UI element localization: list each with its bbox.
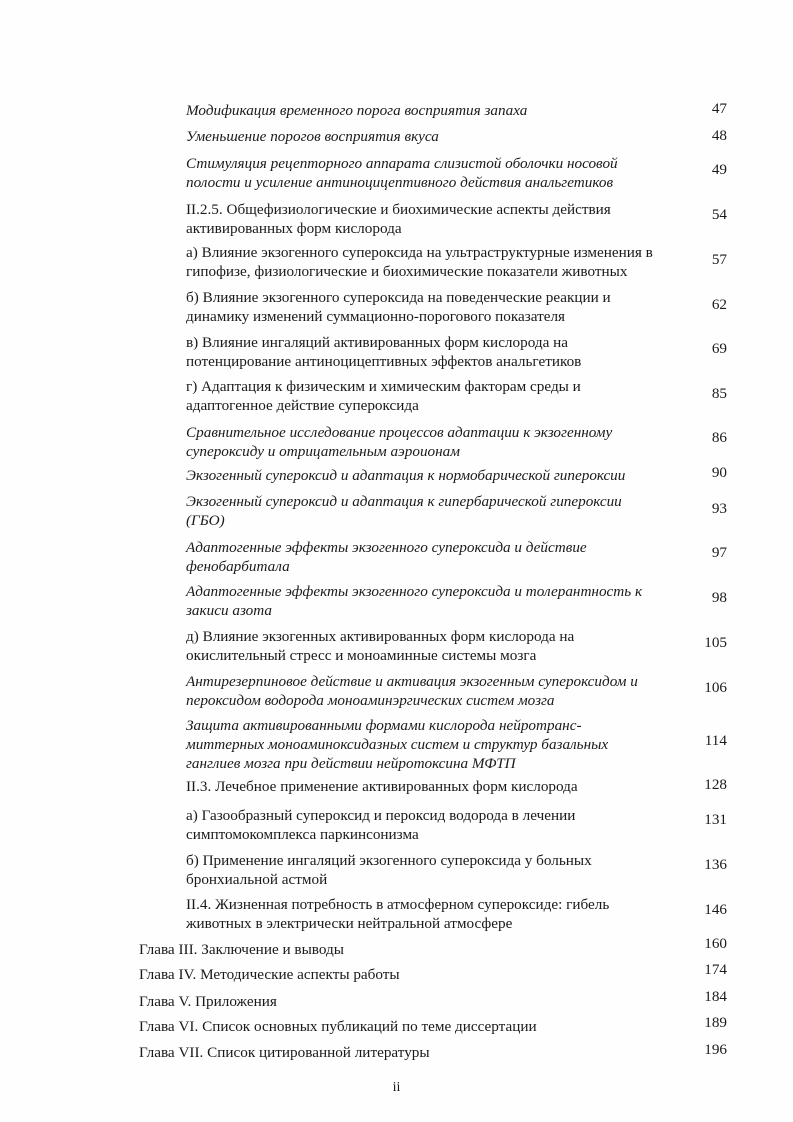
toc-entry-page: 49: [711, 161, 727, 178]
toc-entry-line: гипофизе, физиологические и биохимические показатели животных: [186, 263, 628, 280]
toc-entry-page: 131: [704, 811, 727, 828]
toc-entry-line: животных в электрически нейтральной атмосфере: [186, 915, 513, 932]
toc-entry-line: II.2.5. Общефизиологические и биохимические аспекты действия: [186, 201, 611, 218]
toc-entry-page: 114: [704, 732, 727, 749]
toc-entry-page: 106: [704, 679, 727, 696]
toc-entry-line: (ГБО): [186, 512, 225, 529]
toc-entry-line: д) Влияние экзогенных активированных форм кислорода на: [186, 628, 575, 645]
toc-entry-line: симптомокомплекса паркинсонизма: [186, 826, 419, 843]
toc-entry-line: ганглиев мозга при действии нейротоксина МФТП: [186, 755, 516, 772]
toc-entry-title: [186, 377, 581, 415]
toc-entry-title: [186, 716, 608, 773]
toc-entry-page: 62: [711, 296, 727, 313]
toc-entry-title: [139, 965, 400, 984]
toc-entry-line: Модификация временного порога восприятия запаха: [186, 102, 528, 119]
toc-entry-title: [186, 466, 625, 485]
toc-entry-line: Глава VII. Список цитированной литературы: [139, 1044, 430, 1061]
toc-entry-line: динамику изменений суммационно-порогового показателя: [186, 308, 566, 325]
toc-entry-title: [139, 992, 277, 1011]
toc-entry-title: [186, 582, 642, 620]
toc-entry-line: Адаптогенные эффекты экзогенного супероксида и толерантность к: [186, 583, 643, 600]
toc-entry-line: пероксидом водорода моноаминэргических систем мозга: [186, 692, 555, 709]
toc-entry-page: 85: [711, 385, 727, 402]
toc-entry-title: [186, 851, 592, 889]
toc-entry-page: 57: [711, 251, 727, 268]
toc-entry-line: бронхиальной астмой: [186, 871, 328, 888]
toc-entry-page: 98: [711, 589, 727, 606]
page-number: ii: [392, 1080, 401, 1095]
toc-entry-line: II.3. Лечебное применение активированных форм кислорода: [186, 778, 578, 795]
toc-entry-line: Глава IV. Методические аспекты работы: [139, 966, 400, 983]
toc-entry-line: активированных форм кислорода: [186, 220, 402, 237]
toc-entry-line: Глава VI. Список основных публикаций по теме диссертации: [139, 1018, 537, 1035]
toc-entry-page: 93: [711, 500, 727, 517]
toc-entry-page: 136: [704, 856, 727, 873]
toc-entry-page: 160: [704, 935, 727, 952]
toc-entry-title: [186, 538, 587, 576]
toc-entry-page: 90: [711, 464, 727, 481]
toc-entry-line: миттерных моноаминоксидазных систем и структур базальных: [186, 736, 609, 753]
toc-entry-title: [186, 806, 575, 844]
toc-entry-title: [186, 627, 574, 665]
toc-entry-line: адаптогенное действие супероксида: [186, 397, 419, 414]
toc-entry-title: [139, 940, 344, 959]
toc-entry-page: 97: [711, 544, 727, 561]
toc-entry-page: 54: [711, 206, 727, 223]
toc-entry-line: полости и усиление антиноцицептивного действия анальгетиков: [186, 174, 614, 191]
toc-entry-title: [186, 154, 618, 192]
toc-entry-line: а) Влияние экзогенного супероксида на ультраструктурные изменения в: [186, 244, 653, 261]
toc-entry-line: б) Применение ингаляций экзогенного супероксида у больных: [186, 852, 592, 869]
toc-entry-title: [186, 333, 581, 371]
toc-entry-page: 48: [711, 127, 727, 144]
toc-entry-title: [186, 200, 611, 238]
toc-entry-page: 189: [704, 1014, 727, 1031]
toc-entry-line: фенобарбитала: [186, 558, 290, 575]
toc-entry-line: г) Адаптация к физическим и химическим факторам среды и: [186, 378, 581, 395]
toc-entry-line: Глава III. Заключение и выводы: [139, 941, 344, 958]
toc-entry-line: потенцирование антиноцицептивных эффектов анальгетиков: [186, 353, 582, 370]
toc-entry-page: 69: [711, 340, 727, 357]
toc-entry-page: 196: [704, 1041, 727, 1058]
toc-entry-line: Глава V. Приложения: [139, 993, 277, 1010]
toc-entry-line: Стимуляция рецепторного аппарата слизистой оболочки носовой: [186, 155, 618, 172]
toc-entry-page: 174: [704, 961, 727, 978]
toc-entry-page: 146: [704, 901, 727, 918]
toc-entry-title: [186, 243, 653, 281]
toc-entry-line: окислительный стресс и моноаминные системы мозга: [186, 647, 537, 664]
toc-entry-line: Защита активированными формами кислорода нейротранс-: [186, 717, 582, 734]
toc-entry-line: II.4. Жизненная потребность в атмосферном супероксиде: гибель: [186, 896, 610, 913]
toc-entry-title: [186, 895, 609, 933]
toc-entry-line: б) Влияние экзогенного супероксида на поведенческие реакции и: [186, 289, 611, 306]
toc-entry-title: [186, 423, 612, 461]
toc-entry-page: 47: [711, 100, 727, 117]
toc-entry-line: Антирезерпиновое действие и активация экзогенным супероксидом и: [186, 673, 638, 690]
toc-entry-line: а) Газообразный супероксид и пероксид водорода в лечении: [186, 807, 576, 824]
toc-entry-title: [186, 492, 622, 530]
toc-entry-line: Экзогенный супероксид и адаптация к нормобарической гипероксии: [186, 467, 626, 484]
toc-entry-line: Сравнительное исследование процессов адаптации к экзогенному: [186, 424, 613, 441]
toc-entry-line: супероксиду и отрицательным аэроионам: [186, 443, 460, 460]
toc-entry-page: 105: [704, 634, 727, 651]
toc-entry-line: в) Влияние ингаляций активированных форм кислорода на: [186, 334, 568, 351]
toc-entry-page: 184: [704, 988, 727, 1005]
toc-entry-title: [186, 672, 638, 710]
toc-entry-title: [186, 288, 611, 326]
toc-entry-title: [139, 1043, 430, 1062]
toc-entry-page: 86: [711, 429, 727, 446]
toc-entry-page: 128: [704, 776, 727, 793]
toc-entry-line: Адаптогенные эффекты экзогенного супероксида и действие: [186, 539, 587, 556]
toc-entry-title: [186, 101, 527, 120]
toc-entry-line: закиси азота: [186, 602, 273, 619]
toc-entry-line: Уменьшение порогов восприятия вкуса: [186, 128, 439, 145]
toc-entry-line: Экзогенный супероксид и адаптация к гипербарической гипероксии: [186, 493, 622, 510]
toc-entry-title: [186, 777, 578, 796]
toc-entry-title: [139, 1017, 537, 1036]
toc-entry-title: [186, 127, 439, 146]
